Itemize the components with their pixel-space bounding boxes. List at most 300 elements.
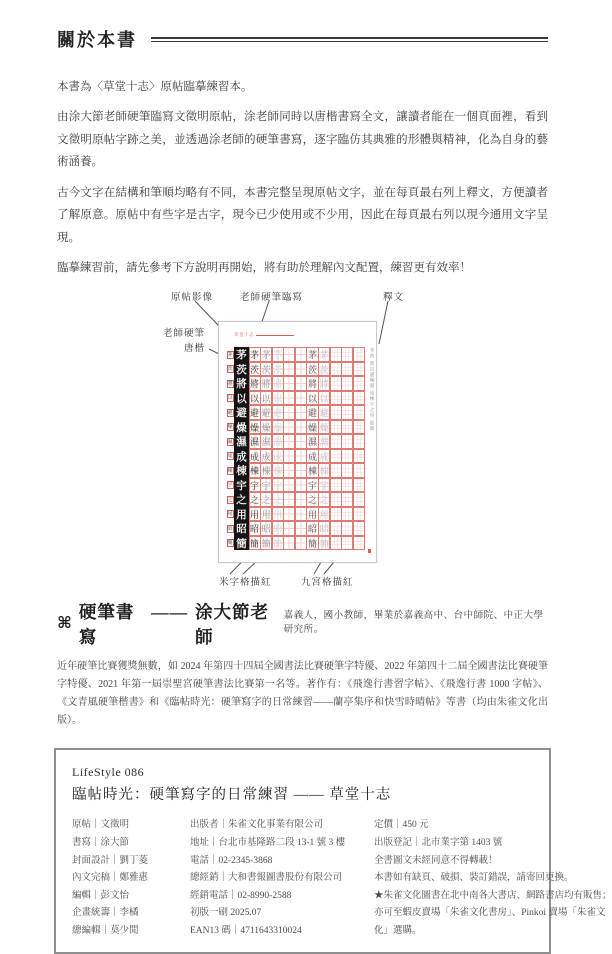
practice-cell <box>341 492 353 507</box>
practice-cell <box>283 536 295 551</box>
traced-char: 以 <box>273 393 283 404</box>
kai-box <box>226 376 234 391</box>
practice-cell <box>283 463 295 478</box>
practice-cell <box>318 434 330 449</box>
intro-paragraph: 臨摹練習前，請先參考下方說明再開始，將有助於理解內文配置，練習更有效率！ <box>57 261 471 274</box>
practice-cell <box>353 376 365 391</box>
traced-char: 簡 <box>250 538 260 549</box>
traced-char: 昭 <box>261 524 271 535</box>
practice-cell <box>341 391 353 406</box>
credit-line: 企畫統籌｜李橘 <box>72 908 139 919</box>
practice-sheet-diagram <box>57 287 548 589</box>
traced-char: 棟 <box>261 466 271 477</box>
practice-cell <box>283 478 295 493</box>
sheet-row <box>226 347 365 362</box>
practice-cell <box>318 521 330 536</box>
traced-char: 簡 <box>261 538 271 549</box>
credit-line: 定價｜450 元 <box>374 820 429 831</box>
kai-box <box>226 478 234 493</box>
practice-cell <box>249 434 261 449</box>
credit-line: 書寫｜涂大節 <box>72 837 130 848</box>
credit-line: 亦可至蝦皮賣場「朱雀文化書房」、Pinkoi 賣場「朱雀文 <box>374 908 606 919</box>
traced-char: 濕 <box>273 437 283 448</box>
practice-cell <box>341 507 353 522</box>
traced-char: 以 <box>319 393 329 404</box>
practice-cell <box>249 536 261 551</box>
practice-cell <box>330 376 342 391</box>
practice-cell <box>341 434 353 449</box>
practice-cell <box>306 420 318 435</box>
traced-char: 用 <box>308 509 318 520</box>
traced-char: 棟 <box>319 466 329 477</box>
traced-char: 燥 <box>250 422 260 433</box>
practice-cell <box>272 449 284 464</box>
kai-box <box>226 362 234 377</box>
practice-cell <box>341 420 353 435</box>
practice-cell <box>341 463 353 478</box>
traced-char: 將 <box>261 379 271 390</box>
intro-paragraph: 由涂大節老師硬筆臨寫文徵明原帖，涂老師同時以唐楷書寫全文，讓讀者能在一個頁面裡，看到文徵明原帖字跡之美，並透過涂老師的硬筆書寫，逐字臨仿其典雅的形體與精神，化為自身的藝術涵養。 <box>57 111 548 169</box>
practice-cell <box>272 420 284 435</box>
colophon-box <box>54 748 612 954</box>
traced-char: 濕 <box>250 437 260 448</box>
practice-cell <box>353 478 365 493</box>
traced-char: 簡 <box>308 538 318 549</box>
traced-char: 之 <box>319 495 329 506</box>
practice-cell <box>295 405 307 420</box>
author-section <box>57 599 548 730</box>
practice-cell <box>272 507 284 522</box>
kai-box <box>226 463 234 478</box>
practice-cell <box>353 521 365 536</box>
kai-box <box>226 536 234 551</box>
practice-cell <box>260 420 272 435</box>
traced-char: 之 <box>273 495 283 506</box>
practice-cell <box>318 507 330 522</box>
practice-cell <box>249 376 261 391</box>
practice-cell <box>330 420 342 435</box>
practice-cell <box>260 492 272 507</box>
traced-char: 之 <box>261 495 271 506</box>
credits-column-people <box>72 817 176 940</box>
practice-cell <box>295 391 307 406</box>
practice-cell <box>283 391 295 406</box>
practice-cell <box>283 507 295 522</box>
practice-cell <box>260 521 272 536</box>
kai-char: 避 <box>227 410 233 416</box>
traced-char: 棟 <box>308 466 318 477</box>
practice-cell <box>306 434 318 449</box>
credits-column-notes <box>374 817 612 940</box>
practice-cell <box>295 434 307 449</box>
credit-line: 總編輯｜莫少閒 <box>72 925 139 936</box>
traced-char: 避 <box>250 408 260 419</box>
practice-cell <box>295 449 307 464</box>
traced-char: 用 <box>261 509 271 520</box>
practice-cell <box>272 463 284 478</box>
practice-cell <box>330 449 342 464</box>
practice-cell <box>353 434 365 449</box>
practice-cell <box>306 478 318 493</box>
kai-box <box>226 521 234 536</box>
practice-cell <box>295 478 307 493</box>
practice-cell <box>249 347 261 362</box>
traced-char: 成 <box>273 451 283 462</box>
practice-cell <box>318 376 330 391</box>
sheet-row <box>226 463 365 478</box>
traced-char: 成 <box>250 451 260 462</box>
kai-char: 以 <box>227 396 233 402</box>
sheet-row <box>226 362 365 377</box>
kai-box <box>226 449 234 464</box>
traced-char: 宇 <box>308 480 318 491</box>
kai-char: 宇 <box>227 483 233 489</box>
traced-char: 之 <box>250 495 260 506</box>
practice-cell <box>306 463 318 478</box>
practice-cell <box>249 478 261 493</box>
traced-char: 避 <box>319 408 329 419</box>
practice-cell <box>272 347 284 362</box>
practice-cell <box>353 507 365 522</box>
traced-char: 簡 <box>319 538 329 549</box>
sheet-transcript-text: 茅茨 將以避燥濕 成棟宇之用 昭簡 <box>370 348 375 432</box>
original-calligraphy-cell: 宇 <box>234 478 249 493</box>
kai-box <box>226 434 234 449</box>
sheet-row <box>226 521 365 536</box>
label-teacher-pen-copy: 老師硬筆臨寫 <box>240 293 304 304</box>
practice-cell <box>283 362 295 377</box>
traced-char: 以 <box>308 393 318 404</box>
practice-cell <box>306 521 318 536</box>
title-rule-line <box>151 37 548 42</box>
original-calligraphy-cell: 將 <box>234 376 249 391</box>
traced-char: 濕 <box>308 437 318 448</box>
original-calligraphy-cell: 濕 <box>234 434 249 449</box>
practice-cell <box>341 478 353 493</box>
page-title: 關於本書 <box>57 30 137 50</box>
traced-char: 茨 <box>273 364 283 375</box>
practice-cell <box>318 463 330 478</box>
traced-char: 將 <box>319 379 329 390</box>
practice-cell <box>330 521 342 536</box>
label-rice-grid: 米字格描紅 <box>219 578 272 589</box>
sheet-row <box>226 391 365 406</box>
original-calligraphy-cell: 之 <box>234 492 249 507</box>
practice-cell <box>283 376 295 391</box>
traced-char: 茨 <box>250 364 260 375</box>
original-calligraphy-cell: 茨 <box>234 362 249 377</box>
intro-paragraphs <box>57 76 548 279</box>
practice-cell <box>353 420 365 435</box>
practice-cell <box>330 536 342 551</box>
traced-char: 燥 <box>319 422 329 433</box>
practice-cell <box>318 347 330 362</box>
practice-cell <box>330 492 342 507</box>
practice-cell <box>353 347 365 362</box>
traced-char: 避 <box>261 408 271 419</box>
practice-cell <box>306 347 318 362</box>
credit-line: 經銷電話｜02-8990-2588 <box>190 890 292 901</box>
practice-cell <box>249 521 261 536</box>
traced-char: 昭 <box>250 524 260 535</box>
sheet-row <box>226 449 365 464</box>
kai-char: 昭 <box>227 526 233 532</box>
practice-cell <box>295 521 307 536</box>
traced-char: 茨 <box>319 364 329 375</box>
traced-char: 將 <box>250 379 260 390</box>
practice-cell <box>341 536 353 551</box>
practice-cell <box>330 434 342 449</box>
practice-cell <box>318 478 330 493</box>
original-calligraphy-cell: 昭 <box>234 521 249 536</box>
original-calligraphy-cell: 茅 <box>234 347 249 362</box>
traced-char: 以 <box>250 393 260 404</box>
practice-cell <box>306 507 318 522</box>
label-nine-grid: 九宮格描紅 <box>301 578 354 589</box>
practice-cell <box>295 536 307 551</box>
traced-char: 茅 <box>308 350 318 361</box>
practice-cell <box>272 478 284 493</box>
original-calligraphy-cell: 以 <box>234 391 249 406</box>
traced-char: 成 <box>319 451 329 462</box>
practice-cell <box>318 449 330 464</box>
kai-char: 濕 <box>227 439 233 445</box>
practice-cell <box>283 405 295 420</box>
practice-cell <box>283 347 295 362</box>
practice-cell <box>249 507 261 522</box>
practice-cell <box>260 362 272 377</box>
original-calligraphy-cell: 燥 <box>234 420 249 435</box>
traced-char: 避 <box>308 408 318 419</box>
traced-char: 茅 <box>261 350 271 361</box>
traced-char: 昭 <box>273 524 283 535</box>
practice-cell <box>318 420 330 435</box>
practice-cell <box>283 434 295 449</box>
practice-cell <box>295 463 307 478</box>
series-label: LifeStyle 086 <box>72 765 145 780</box>
sheet-row <box>226 478 365 493</box>
practice-cell <box>249 420 261 435</box>
traced-char: 燥 <box>308 422 318 433</box>
kai-box <box>226 347 234 362</box>
practice-cell <box>353 405 365 420</box>
credit-line: 封面設計｜劉丁菱 <box>72 855 149 866</box>
kai-char: 成 <box>227 454 233 460</box>
kai-char: 簡 <box>227 541 233 547</box>
traced-char: 簡 <box>273 538 283 549</box>
kai-char: 用 <box>227 512 233 518</box>
traced-char: 成 <box>261 451 271 462</box>
traced-char: 茨 <box>261 364 271 375</box>
credit-line: ★朱雀文化圖書在北中南各大書店、網路書店均有販售； <box>374 890 612 901</box>
practice-cell <box>341 405 353 420</box>
sheet-row <box>226 492 365 507</box>
practice-cell <box>341 347 353 362</box>
credit-line: 本書如有缺頁、破損、裝訂錯誤，請寄回更換。 <box>374 873 574 884</box>
practice-cell <box>318 391 330 406</box>
kai-char: 將 <box>227 381 233 387</box>
practice-sheet <box>218 321 377 563</box>
practice-cell <box>283 521 295 536</box>
sheet-page-mark <box>368 549 371 553</box>
original-calligraphy-cell: 簡 <box>234 536 249 551</box>
practice-cell <box>330 405 342 420</box>
practice-cell <box>318 405 330 420</box>
credit-line: 化」選購。 <box>374 925 422 936</box>
practice-cell <box>272 405 284 420</box>
kai-char: 棟 <box>227 468 233 474</box>
practice-cell <box>295 492 307 507</box>
kai-box <box>226 405 234 420</box>
credit-line: 原帖｜文徵明 <box>72 820 130 831</box>
sheet-row <box>226 420 365 435</box>
practice-cell <box>341 376 353 391</box>
practice-cell <box>318 362 330 377</box>
practice-cell <box>330 507 342 522</box>
label-teacher-kai-line1: 老師硬筆 <box>163 329 206 340</box>
practice-cell <box>260 507 272 522</box>
practice-cell <box>272 521 284 536</box>
practice-cell <box>249 391 261 406</box>
credits-grid <box>72 817 612 940</box>
practice-cell <box>272 391 284 406</box>
practice-cell <box>318 492 330 507</box>
practice-cell <box>306 362 318 377</box>
traced-char: 以 <box>261 393 271 404</box>
traced-char: 茅 <box>319 350 329 361</box>
kai-box <box>226 507 234 522</box>
practice-cell <box>353 536 365 551</box>
practice-cell <box>353 391 365 406</box>
practice-cell <box>260 449 272 464</box>
traced-char: 宇 <box>273 480 283 491</box>
sheet-row <box>226 536 365 551</box>
practice-cell <box>260 405 272 420</box>
practice-cell <box>260 463 272 478</box>
author-name: 涂大節老師 <box>195 602 270 648</box>
credit-line: EAN13 碼｜4711643310024 <box>190 925 302 936</box>
traced-char: 棟 <box>273 466 283 477</box>
kai-box <box>226 492 234 507</box>
traced-char: 避 <box>273 408 283 419</box>
traced-char: 濕 <box>261 437 271 448</box>
practice-cell <box>260 391 272 406</box>
author-bio: 近年硬筆比賽獲獎無數，如 2024 年第四十四屆全國書法比賽硬筆字特優、2022 年第四十二屆全國書法比賽硬筆字特優、2021 年第一屆崇聖宮硬筆書法比賽第一名等。著作有：《飛逸行書習字帖》、《飛逸行書 1000 字帖》、《文青風硬筆楷書》和《臨帖時光：硬筆寫字的日常練習——蘭亭集序和快雪時晴帖》等書（均由朱雀文化出版）。 <box>57 661 548 727</box>
author-dash: —— <box>151 602 189 623</box>
practice-cell <box>353 362 365 377</box>
credit-line: 編輯｜彭文怡 <box>72 890 130 901</box>
practice-cell <box>330 391 342 406</box>
practice-cell <box>272 536 284 551</box>
practice-cell <box>295 376 307 391</box>
kai-char: 茅 <box>227 352 233 358</box>
practice-cell <box>353 492 365 507</box>
practice-cell <box>295 362 307 377</box>
sheet-header-rule <box>256 335 294 337</box>
traced-char: 宇 <box>319 480 329 491</box>
sheet-header-text: 草堂十志 <box>234 332 254 338</box>
practice-cell <box>283 420 295 435</box>
author-heading <box>57 599 548 649</box>
practice-cell <box>249 405 261 420</box>
kai-char: 茨 <box>227 367 233 373</box>
practice-cell <box>260 434 272 449</box>
sheet-row <box>226 376 365 391</box>
practice-cell <box>295 507 307 522</box>
author-section-title: 硬筆書寫 <box>78 602 135 648</box>
original-calligraphy-cell: 棟 <box>234 463 249 478</box>
label-transcription: 釋文 <box>383 293 405 304</box>
credit-line: 電話｜02-2345-3868 <box>190 855 273 866</box>
practice-cell <box>295 420 307 435</box>
traced-char: 成 <box>308 451 318 462</box>
credits-column-publisher <box>190 817 360 940</box>
practice-cell <box>353 463 365 478</box>
traced-char: 昭 <box>319 524 329 535</box>
kai-box <box>226 391 234 406</box>
credit-line: 總經銷｜大和書報圖書股份有限公司 <box>190 873 343 884</box>
credit-line: 全書圖文未經同意不得轉載！ <box>374 855 498 866</box>
traced-char: 濕 <box>319 437 329 448</box>
author-subtitle: 嘉義人，國小教師，畢業於嘉義高中、台中師院、中正大學研究所。 <box>283 611 544 636</box>
practice-cell <box>330 478 342 493</box>
credit-line: 出版登記｜北市業字第 1403 號 <box>374 837 503 848</box>
practice-cell <box>283 449 295 464</box>
practice-cell <box>341 362 353 377</box>
traced-char: 昭 <box>308 524 318 535</box>
sheet-row <box>226 405 365 420</box>
practice-cell <box>306 391 318 406</box>
traced-char: 宇 <box>261 480 271 491</box>
practice-cell <box>306 405 318 420</box>
practice-cell <box>318 536 330 551</box>
sheet-row <box>226 434 365 449</box>
label-teacher-kai <box>163 327 205 356</box>
credit-line: 地址｜台北市基隆路二段 13-1 號 3 樓 <box>190 837 346 848</box>
practice-cell <box>283 492 295 507</box>
practice-cell <box>272 434 284 449</box>
practice-cell <box>353 449 365 464</box>
practice-cell <box>341 521 353 536</box>
sheet-rows <box>226 347 365 550</box>
traced-char: 用 <box>250 509 260 520</box>
traced-char: 棟 <box>250 466 260 477</box>
sheet-header <box>234 332 294 338</box>
kai-char: 燥 <box>227 425 233 431</box>
traced-char: 用 <box>319 509 329 520</box>
practice-cell <box>272 492 284 507</box>
practice-cell <box>260 376 272 391</box>
label-original-image: 原帖影像 <box>171 293 214 304</box>
traced-char: 燥 <box>273 422 283 433</box>
original-calligraphy-cell: 用 <box>234 507 249 522</box>
practice-cell <box>330 347 342 362</box>
practice-cell <box>306 449 318 464</box>
practice-cell <box>306 376 318 391</box>
traced-char: 茅 <box>273 350 283 361</box>
practice-cell <box>249 449 261 464</box>
practice-cell <box>306 492 318 507</box>
practice-cell <box>249 362 261 377</box>
original-calligraphy-cell: 避 <box>234 405 249 420</box>
credit-line: 內文完稿｜鄭雅惠 <box>72 873 149 884</box>
label-teacher-kai-line2: 唐楷 <box>184 343 206 354</box>
credit-line: 初版一刷 2025.07 <box>190 908 262 919</box>
traced-char: 將 <box>308 379 318 390</box>
traced-char: 之 <box>308 495 318 506</box>
knot-icon: ⌘ <box>57 615 72 633</box>
practice-cell <box>249 463 261 478</box>
